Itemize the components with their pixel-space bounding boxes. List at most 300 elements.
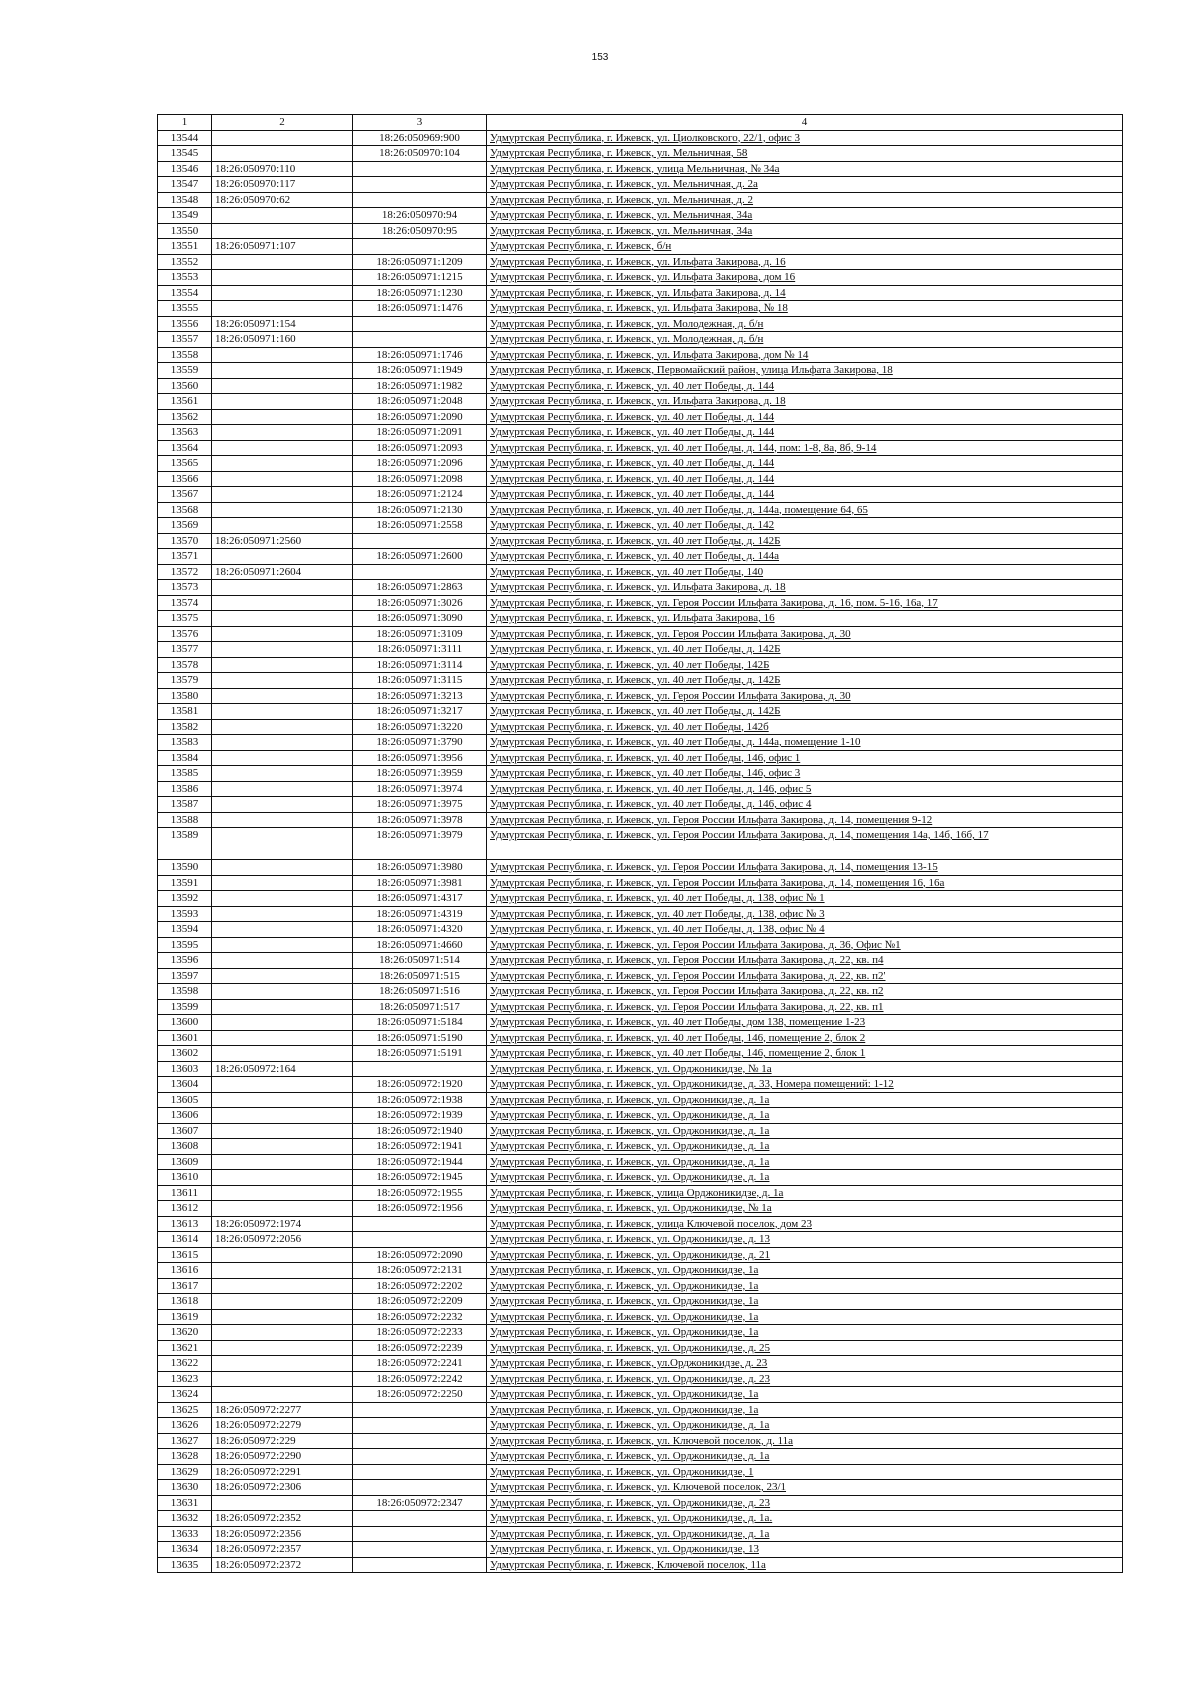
address-cell: Удмуртская Республика, г. Ижевск, ул. 40 лет Победы, 142б bbox=[487, 719, 1123, 735]
row-number-cell: 13551 bbox=[158, 239, 212, 255]
cadastral-number-premises-cell: 18:26:050971:514 bbox=[353, 953, 487, 969]
address-cell: Удмуртская Республика, г. Ижевск, ул. Орджоникидзе, д. 13 bbox=[487, 1232, 1123, 1248]
cadastral-number-building-cell bbox=[212, 719, 353, 735]
cadastral-number-building-cell bbox=[212, 1309, 353, 1325]
cadastral-number-building-cell bbox=[212, 487, 353, 503]
row-number-cell: 13568 bbox=[158, 502, 212, 518]
address-cell: Удмуртская Республика, г. Ижевск, ул. 40 лет Победы, д. 144а, помещение 1-10 bbox=[487, 735, 1123, 751]
cadastral-number-premises-cell bbox=[353, 1449, 487, 1465]
table-row bbox=[158, 1123, 1123, 1139]
table-row bbox=[158, 1418, 1123, 1434]
cadastral-number-premises-cell bbox=[353, 1402, 487, 1418]
cadastral-number-premises-cell: 18:26:050971:2600 bbox=[353, 549, 487, 565]
row-number-cell: 13576 bbox=[158, 626, 212, 642]
address-cell: Удмуртская Республика, г. Ижевск, ул. Орджоникидзе, 13 bbox=[487, 1542, 1123, 1558]
row-number-cell: 13609 bbox=[158, 1154, 212, 1170]
cadastral-number-premises-cell: 18:26:050971:3979 bbox=[353, 828, 487, 860]
table-row bbox=[158, 875, 1123, 891]
table-row bbox=[158, 766, 1123, 782]
cadastral-number-building-cell bbox=[212, 781, 353, 797]
cadastral-number-building-cell bbox=[212, 688, 353, 704]
table-row bbox=[158, 1030, 1123, 1046]
table-row bbox=[158, 1294, 1123, 1310]
cadastral-number-premises-cell bbox=[353, 1511, 487, 1527]
table-row bbox=[158, 828, 1123, 860]
cadastral-number-building-cell bbox=[212, 518, 353, 534]
cadastral-number-building-cell bbox=[212, 968, 353, 984]
address-cell: Удмуртская Республика, г. Ижевск, ул. Циолковского, 22/1, офис 3 bbox=[487, 130, 1123, 146]
cadastral-number-building-cell bbox=[212, 1356, 353, 1372]
table-row bbox=[158, 1526, 1123, 1542]
cadastral-number-premises-cell: 18:26:050972:2347 bbox=[353, 1495, 487, 1511]
address-cell: Удмуртская Республика, г. Ижевск, ул. Ключевой поселок, д. 11а bbox=[487, 1433, 1123, 1449]
cadastral-number-building-cell bbox=[212, 735, 353, 751]
table-row bbox=[158, 1511, 1123, 1527]
address-cell: Удмуртская Республика, г. Ижевск, улица Мельничная, № 34а bbox=[487, 161, 1123, 177]
cadastral-number-building-cell bbox=[212, 254, 353, 270]
address-cell: Удмуртская Республика, г. Ижевск, ул. 40 лет Победы, д. 138, офис № 4 bbox=[487, 922, 1123, 938]
address-cell: Удмуртская Республика, г. Ижевск, ул. Героя России Ильфата Закирова, д. 22, кв. п2 bbox=[487, 984, 1123, 1000]
cadastral-number-building-cell: 18:26:050972:164 bbox=[212, 1061, 353, 1077]
table-row bbox=[158, 781, 1123, 797]
address-cell: Удмуртская Республика, г. Ижевск, ул. 40 лет Победы, д. 142Б bbox=[487, 533, 1123, 549]
table-row bbox=[158, 549, 1123, 565]
table-row bbox=[158, 1340, 1123, 1356]
row-number-cell: 13596 bbox=[158, 953, 212, 969]
cadastral-number-premises-cell: 18:26:050972:1945 bbox=[353, 1170, 487, 1186]
address-cell: Удмуртская Республика, г. Ижевск, ул. 40 лет Победы, д. 144а bbox=[487, 549, 1123, 565]
row-number-cell: 13602 bbox=[158, 1046, 212, 1062]
table-row bbox=[158, 595, 1123, 611]
table-row bbox=[158, 223, 1123, 239]
cadastral-number-building-cell: 18:26:050972:2372 bbox=[212, 1557, 353, 1573]
table-row bbox=[158, 1542, 1123, 1558]
row-number-cell: 13588 bbox=[158, 812, 212, 828]
cadastral-number-building-cell bbox=[212, 1294, 353, 1310]
row-number-cell: 13599 bbox=[158, 999, 212, 1015]
address-cell: Удмуртская Республика, г. Ижевск, ул. Орджоникидзе, д. 21 bbox=[487, 1247, 1123, 1263]
address-cell: Удмуртская Республика, г. Ижевск, ул. 40 лет Победы, 140 bbox=[487, 564, 1123, 580]
address-cell: Удмуртская Республика, г. Ижевск, ул. Орджоникидзе, д. 1а bbox=[487, 1154, 1123, 1170]
cadastral-number-premises-cell: 18:26:050972:1944 bbox=[353, 1154, 487, 1170]
address-cell: Удмуртская Республика, г. Ижевск, ул. 40 лет Победы, д. 138, офис № 3 bbox=[487, 906, 1123, 922]
cadastral-number-building-cell bbox=[212, 595, 353, 611]
table-row bbox=[158, 611, 1123, 627]
cadastral-number-building-cell bbox=[212, 1278, 353, 1294]
address-cell: Удмуртская Республика, г. Ижевск, ул.Орджоникидзе, д. 23 bbox=[487, 1356, 1123, 1372]
cadastral-number-premises-cell: 18:26:050971:3981 bbox=[353, 875, 487, 891]
header-col-2: 2 bbox=[212, 115, 353, 131]
cadastral-number-premises-cell: 18:26:050971:1476 bbox=[353, 301, 487, 317]
table-row bbox=[158, 750, 1123, 766]
cadastral-number-building-cell bbox=[212, 1123, 353, 1139]
address-cell: Удмуртская Республика, г. Ижевск, ул. Орджоникидзе, 1а bbox=[487, 1263, 1123, 1279]
address-cell: Удмуртская Республика, г. Ижевск, улица Орджоникидзе, д. 1а bbox=[487, 1185, 1123, 1201]
address-cell: Удмуртская Республика, г. Ижевск, ул. 40 лет Победы, д. 138, офис № 1 bbox=[487, 891, 1123, 907]
table-row bbox=[158, 642, 1123, 658]
cadastral-number-building-cell: 18:26:050972:1974 bbox=[212, 1216, 353, 1232]
cadastral-number-building-cell bbox=[212, 797, 353, 813]
cadastral-number-building-cell bbox=[212, 626, 353, 642]
table-row bbox=[158, 564, 1123, 580]
header-col-4: 4 bbox=[487, 115, 1123, 131]
table-row bbox=[158, 891, 1123, 907]
cadastral-number-premises-cell: 18:26:050971:1982 bbox=[353, 378, 487, 394]
address-cell: Удмуртская Республика, г. Ижевск, ул. Орджоникидзе, 1а bbox=[487, 1402, 1123, 1418]
cadastral-number-premises-cell bbox=[353, 1232, 487, 1248]
cadastral-number-premises-cell: 18:26:050972:2202 bbox=[353, 1278, 487, 1294]
address-cell: Удмуртская Республика, г. Ижевск, ул. 40 лет Победы, д. 144 bbox=[487, 471, 1123, 487]
cadastral-number-premises-cell: 18:26:050971:1949 bbox=[353, 363, 487, 379]
address-cell: Удмуртская Республика, г. Ижевск, ул. Героя России Ильфата Закирова, д. 30 bbox=[487, 688, 1123, 704]
cadastral-number-building-cell bbox=[212, 471, 353, 487]
address-cell: Удмуртская Республика, г. Ижевск, ул. Ильфата Закирова, д. 18 bbox=[487, 580, 1123, 596]
row-number-cell: 13584 bbox=[158, 750, 212, 766]
address-cell: Удмуртская Республика, г. Ижевск, ул. 40 лет Победы, д. 144 bbox=[487, 378, 1123, 394]
cadastral-number-premises-cell: 18:26:050971:5191 bbox=[353, 1046, 487, 1062]
table-row bbox=[158, 984, 1123, 1000]
address-cell: Удмуртская Республика, г. Ижевск, ул. Героя России Ильфата Закирова, д. 22, кв. п1 bbox=[487, 999, 1123, 1015]
table-row bbox=[158, 626, 1123, 642]
address-cell: Удмуртская Республика, г. Ижевск, ул. Орджоникидзе, 1а bbox=[487, 1294, 1123, 1310]
address-cell: Удмуртская Республика, г. Ижевск, ул. 40 лет Победы, 142Б bbox=[487, 657, 1123, 673]
cadastral-number-premises-cell: 18:26:050971:3109 bbox=[353, 626, 487, 642]
table-row bbox=[158, 1247, 1123, 1263]
address-cell: Удмуртская Республика, г. Ижевск, ул. Героя России Ильфата Закирова, д. 36, Офис №1 bbox=[487, 937, 1123, 953]
cadastral-number-premises-cell bbox=[353, 239, 487, 255]
cadastral-number-premises-cell: 18:26:050971:1746 bbox=[353, 347, 487, 363]
address-cell: Удмуртская Республика, г. Ижевск, ул. Героя России Ильфата Закирова, д. 14, помещения 16, 16а bbox=[487, 875, 1123, 891]
table-row bbox=[158, 518, 1123, 534]
cadastral-number-premises-cell: 18:26:050972:1920 bbox=[353, 1077, 487, 1093]
address-cell: Удмуртская Республика, г. Ижевск, ул. 40 лет Победы, 146, помещение 2, блок 2 bbox=[487, 1030, 1123, 1046]
cadastral-number-building-cell bbox=[212, 285, 353, 301]
cadastral-number-building-cell bbox=[212, 130, 353, 146]
cadastral-number-premises-cell: 18:26:050971:3980 bbox=[353, 860, 487, 876]
table-row bbox=[158, 1387, 1123, 1403]
cadastral-number-premises-cell: 18:26:050971:3090 bbox=[353, 611, 487, 627]
address-cell: Удмуртская Республика, г. Ижевск, ул. 40 лет Победы, д. 144 bbox=[487, 425, 1123, 441]
row-number-cell: 13614 bbox=[158, 1232, 212, 1248]
address-cell: Удмуртская Республика, г. Ижевск, ул. 40 лет Победы, 146, офис 1 bbox=[487, 750, 1123, 766]
table-row bbox=[158, 968, 1123, 984]
table-row bbox=[158, 719, 1123, 735]
row-number-cell: 13547 bbox=[158, 177, 212, 193]
address-cell: Удмуртская Республика, г. Ижевск, Первомайский район, улица Ильфата Закирова, 18 bbox=[487, 363, 1123, 379]
cadastral-number-building-cell: 18:26:050971:2560 bbox=[212, 533, 353, 549]
address-cell: Удмуртская Республика, г. Ижевск, ул. Героя России Ильфата Закирова, д. 22, кв. п2' bbox=[487, 968, 1123, 984]
address-cell: Удмуртская Республика, г. Ижевск, ул. 40 лет Победы, д. 142Б bbox=[487, 704, 1123, 720]
row-number-cell: 13591 bbox=[158, 875, 212, 891]
address-cell: Удмуртская Республика, г. Ижевск, ул. 40 лет Победы, д. 144, пом: 1-8, 8а, 8б, 9-14 bbox=[487, 440, 1123, 456]
cadastral-number-building-cell bbox=[212, 953, 353, 969]
cadastral-number-building-cell bbox=[212, 502, 353, 518]
cadastral-number-building-cell bbox=[212, 1077, 353, 1093]
row-number-cell: 13627 bbox=[158, 1433, 212, 1449]
cadastral-number-building-cell bbox=[212, 999, 353, 1015]
row-number-cell: 13589 bbox=[158, 828, 212, 860]
cadastral-number-premises-cell: 18:26:050971:1215 bbox=[353, 270, 487, 286]
table-row bbox=[158, 735, 1123, 751]
row-number-cell: 13570 bbox=[158, 533, 212, 549]
address-cell: Удмуртская Республика, г. Ижевск, ул. Орджоникидзе, д. 1а. bbox=[487, 1511, 1123, 1527]
table-row bbox=[158, 1495, 1123, 1511]
cadastral-number-premises-cell: 18:26:050972:1938 bbox=[353, 1092, 487, 1108]
address-cell: Удмуртская Республика, г. Ижевск, ул. 40 лет Победы, дом 138, помещение 1-23 bbox=[487, 1015, 1123, 1031]
cadastral-number-building-cell bbox=[212, 549, 353, 565]
table-row bbox=[158, 688, 1123, 704]
row-number-cell: 13564 bbox=[158, 440, 212, 456]
table-row bbox=[158, 580, 1123, 596]
address-cell: Удмуртская Республика, г. Ижевск, ул. Ильфата Закирова, 16 bbox=[487, 611, 1123, 627]
table-row bbox=[158, 1325, 1123, 1341]
table-row bbox=[158, 502, 1123, 518]
table-row bbox=[158, 953, 1123, 969]
row-number-cell: 13592 bbox=[158, 891, 212, 907]
cadastral-number-premises-cell: 18:26:050970:94 bbox=[353, 208, 487, 224]
table-row bbox=[158, 1154, 1123, 1170]
row-number-cell: 13546 bbox=[158, 161, 212, 177]
cadastral-number-premises-cell bbox=[353, 192, 487, 208]
address-cell: Удмуртская Республика, г. Ижевск, ул. Мельничная, 58 bbox=[487, 146, 1123, 162]
cadastral-number-premises-cell: 18:26:050971:3974 bbox=[353, 781, 487, 797]
address-cell: Удмуртская Республика, г. Ижевск, ул. 40 лет Победы, д. 146, офис 5 bbox=[487, 781, 1123, 797]
cadastral-number-building-cell bbox=[212, 223, 353, 239]
cadastral-number-building-cell bbox=[212, 750, 353, 766]
cadastral-number-premises-cell: 18:26:050972:2241 bbox=[353, 1356, 487, 1372]
row-number-cell: 13624 bbox=[158, 1387, 212, 1403]
table-row bbox=[158, 332, 1123, 348]
cadastral-number-premises-cell: 18:26:050970:104 bbox=[353, 146, 487, 162]
address-cell: Удмуртская Республика, г. Ижевск, ул. Героя России Ильфата Закирова, д. 22, кв. п4 bbox=[487, 953, 1123, 969]
row-number-cell: 13579 bbox=[158, 673, 212, 689]
cadastral-number-building-cell bbox=[212, 875, 353, 891]
table-row bbox=[158, 1356, 1123, 1372]
table-row bbox=[158, 208, 1123, 224]
cadastral-number-premises-cell: 18:26:050971:1209 bbox=[353, 254, 487, 270]
address-cell: Удмуртская Республика, г. Ижевск, ул. Ильфата Закирова, д. 16 bbox=[487, 254, 1123, 270]
cadastral-number-building-cell bbox=[212, 828, 353, 860]
cadastral-number-premises-cell bbox=[353, 316, 487, 332]
table-row bbox=[158, 487, 1123, 503]
cadastral-number-building-cell: 18:26:050972:2290 bbox=[212, 1449, 353, 1465]
row-number-cell: 13574 bbox=[158, 595, 212, 611]
address-cell: Удмуртская Республика, г. Ижевск, ул. 40 лет Победы, д. 144 bbox=[487, 456, 1123, 472]
address-cell: Удмуртская Республика, г. Ижевск, ул. 40 лет Победы, 146, помещение 2, блок 1 bbox=[487, 1046, 1123, 1062]
table-row bbox=[158, 254, 1123, 270]
cadastral-number-premises-cell: 18:26:050971:516 bbox=[353, 984, 487, 1000]
cadastral-number-premises-cell: 18:26:050972:2090 bbox=[353, 1247, 487, 1263]
cadastral-number-building-cell bbox=[212, 394, 353, 410]
row-number-cell: 13554 bbox=[158, 285, 212, 301]
cadastral-number-building-cell bbox=[212, 1201, 353, 1217]
cadastral-number-premises-cell: 18:26:050971:2130 bbox=[353, 502, 487, 518]
cadastral-number-building-cell bbox=[212, 922, 353, 938]
row-number-cell: 13635 bbox=[158, 1557, 212, 1573]
table-row bbox=[158, 192, 1123, 208]
cadastral-number-building-cell bbox=[212, 1046, 353, 1062]
cadastral-number-building-cell: 18:26:050972:2306 bbox=[212, 1480, 353, 1496]
row-number-cell: 13544 bbox=[158, 130, 212, 146]
cadastral-number-premises-cell: 18:26:050971:3956 bbox=[353, 750, 487, 766]
cadastral-number-building-cell bbox=[212, 1139, 353, 1155]
row-number-cell: 13555 bbox=[158, 301, 212, 317]
row-number-cell: 13622 bbox=[158, 1356, 212, 1372]
table-row bbox=[158, 657, 1123, 673]
cadastral-number-premises-cell: 18:26:050972:2209 bbox=[353, 1294, 487, 1310]
cadastral-number-premises-cell: 18:26:050971:517 bbox=[353, 999, 487, 1015]
table-row bbox=[158, 1061, 1123, 1077]
table-row bbox=[158, 1170, 1123, 1186]
cadastral-number-premises-cell bbox=[353, 1061, 487, 1077]
cadastral-number-building-cell bbox=[212, 425, 353, 441]
row-number-cell: 13545 bbox=[158, 146, 212, 162]
table-row bbox=[158, 1015, 1123, 1031]
cadastral-number-premises-cell: 18:26:050971:4660 bbox=[353, 937, 487, 953]
row-number-cell: 13586 bbox=[158, 781, 212, 797]
header-col-1: 1 bbox=[158, 115, 212, 131]
table-row bbox=[158, 1201, 1123, 1217]
row-number-cell: 13559 bbox=[158, 363, 212, 379]
row-number-cell: 13556 bbox=[158, 316, 212, 332]
cadastral-number-building-cell: 18:26:050970:62 bbox=[212, 192, 353, 208]
cadastral-number-premises-cell: 18:26:050971:2558 bbox=[353, 518, 487, 534]
cadastral-number-building-cell bbox=[212, 580, 353, 596]
row-number-cell: 13575 bbox=[158, 611, 212, 627]
cadastral-number-premises-cell: 18:26:050972:2232 bbox=[353, 1309, 487, 1325]
row-number-cell: 13618 bbox=[158, 1294, 212, 1310]
cadastral-number-building-cell bbox=[212, 1247, 353, 1263]
row-number-cell: 13600 bbox=[158, 1015, 212, 1031]
cadastral-number-premises-cell: 18:26:050972:1956 bbox=[353, 1201, 487, 1217]
cadastral-number-building-cell bbox=[212, 1030, 353, 1046]
row-number-cell: 13613 bbox=[158, 1216, 212, 1232]
row-number-cell: 13630 bbox=[158, 1480, 212, 1496]
table-row bbox=[158, 471, 1123, 487]
row-number-cell: 13632 bbox=[158, 1511, 212, 1527]
row-number-cell: 13583 bbox=[158, 735, 212, 751]
cadastral-number-building-cell bbox=[212, 673, 353, 689]
table-row bbox=[158, 394, 1123, 410]
cadastral-number-building-cell bbox=[212, 1092, 353, 1108]
table-row bbox=[158, 363, 1123, 379]
table-row bbox=[158, 239, 1123, 255]
table-row bbox=[158, 456, 1123, 472]
cadastral-number-premises-cell: 18:26:050971:3026 bbox=[353, 595, 487, 611]
cadastral-number-building-cell bbox=[212, 1495, 353, 1511]
cadastral-number-building-cell: 18:26:050972:2291 bbox=[212, 1464, 353, 1480]
cadastral-number-building-cell bbox=[212, 378, 353, 394]
cadastral-number-building-cell: 18:26:050971:2604 bbox=[212, 564, 353, 580]
table-row bbox=[158, 1433, 1123, 1449]
header-col-3: 3 bbox=[353, 115, 487, 131]
row-number-cell: 13577 bbox=[158, 642, 212, 658]
address-cell: Удмуртская Республика, г. Ижевск, ул. Молодежная, д. б/н bbox=[487, 332, 1123, 348]
address-cell: Удмуртская Республика, г. Ижевск, ул. Ильфата Закирова, дом № 14 bbox=[487, 347, 1123, 363]
row-number-cell: 13585 bbox=[158, 766, 212, 782]
cadastral-number-building-cell bbox=[212, 409, 353, 425]
row-number-cell: 13617 bbox=[158, 1278, 212, 1294]
address-cell: Удмуртская Республика, г. Ижевск, ул. Орджоникидзе, № 1а bbox=[487, 1061, 1123, 1077]
row-number-cell: 13594 bbox=[158, 922, 212, 938]
table-row bbox=[158, 146, 1123, 162]
registry-table bbox=[157, 114, 1123, 1573]
cadastral-number-premises-cell: 18:26:050971:2048 bbox=[353, 394, 487, 410]
row-number-cell: 13633 bbox=[158, 1526, 212, 1542]
row-number-cell: 13581 bbox=[158, 704, 212, 720]
row-number-cell: 13567 bbox=[158, 487, 212, 503]
table-row bbox=[158, 1092, 1123, 1108]
cadastral-number-building-cell bbox=[212, 1340, 353, 1356]
address-cell: Удмуртская Республика, г. Ижевск, ул. Мельничная, 34а bbox=[487, 208, 1123, 224]
address-cell: Удмуртская Республика, г. Ижевск, ул. Героя России Ильфата Закирова, д. 14, помещения 9-12 bbox=[487, 812, 1123, 828]
row-number-cell: 13601 bbox=[158, 1030, 212, 1046]
address-cell: Удмуртская Республика, г. Ижевск, ул. Орджоникидзе, 1а bbox=[487, 1309, 1123, 1325]
table-row bbox=[158, 1480, 1123, 1496]
cadastral-number-building-cell: 18:26:050972:229 bbox=[212, 1433, 353, 1449]
cadastral-number-premises-cell bbox=[353, 564, 487, 580]
cadastral-number-premises-cell: 18:26:050972:2131 bbox=[353, 1263, 487, 1279]
table-row bbox=[158, 440, 1123, 456]
cadastral-number-building-cell bbox=[212, 611, 353, 627]
cadastral-number-building-cell bbox=[212, 363, 353, 379]
cadastral-number-building-cell: 18:26:050972:2357 bbox=[212, 1542, 353, 1558]
row-number-cell: 13608 bbox=[158, 1139, 212, 1155]
row-number-cell: 13612 bbox=[158, 1201, 212, 1217]
cadastral-number-premises-cell: 18:26:050971:5184 bbox=[353, 1015, 487, 1031]
cadastral-number-premises-cell: 18:26:050971:2098 bbox=[353, 471, 487, 487]
row-number-cell: 13563 bbox=[158, 425, 212, 441]
row-number-cell: 13587 bbox=[158, 797, 212, 813]
table-row bbox=[158, 1216, 1123, 1232]
table-row bbox=[158, 409, 1123, 425]
page-number: 153 bbox=[591, 52, 609, 63]
table-row bbox=[158, 347, 1123, 363]
address-cell: Удмуртская Республика, г. Ижевск, ул. Мельничная, д. 2а bbox=[487, 177, 1123, 193]
table-row bbox=[158, 285, 1123, 301]
table-row bbox=[158, 301, 1123, 317]
address-cell: Удмуртская Республика, г. Ижевск, ул. 40 лет Победы, 146, офис 3 bbox=[487, 766, 1123, 782]
address-cell: Удмуртская Республика, г. Ижевск, ул. Орджоникидзе, д. 1а bbox=[487, 1526, 1123, 1542]
cadastral-number-building-cell bbox=[212, 766, 353, 782]
row-number-cell: 13582 bbox=[158, 719, 212, 735]
row-number-cell: 13578 bbox=[158, 657, 212, 673]
cadastral-number-building-cell bbox=[212, 1154, 353, 1170]
cadastral-number-premises-cell bbox=[353, 1418, 487, 1434]
row-number-cell: 13611 bbox=[158, 1185, 212, 1201]
cadastral-number-premises-cell: 18:26:050971:4317 bbox=[353, 891, 487, 907]
address-cell: Удмуртская Республика, г. Ижевск, ул. 40 лет Победы, д. 142Б bbox=[487, 673, 1123, 689]
table-row bbox=[158, 1139, 1123, 1155]
cadastral-number-premises-cell: 18:26:050972:2239 bbox=[353, 1340, 487, 1356]
row-number-cell: 13628 bbox=[158, 1449, 212, 1465]
cadastral-number-building-cell bbox=[212, 1263, 353, 1279]
table-row bbox=[158, 1464, 1123, 1480]
table-row bbox=[158, 673, 1123, 689]
address-cell: Удмуртская Республика, г. Ижевск, ул. Орджоникидзе, д. 1а bbox=[487, 1108, 1123, 1124]
table-row bbox=[158, 1402, 1123, 1418]
address-cell: Удмуртская Республика, г. Ижевск, ул. Орджоникидзе, 1а bbox=[487, 1325, 1123, 1341]
row-number-cell: 13557 bbox=[158, 332, 212, 348]
cadastral-number-premises-cell: 18:26:050971:3217 bbox=[353, 704, 487, 720]
cadastral-number-building-cell bbox=[212, 146, 353, 162]
table-row bbox=[158, 533, 1123, 549]
row-number-cell: 13603 bbox=[158, 1061, 212, 1077]
cadastral-number-premises-cell bbox=[353, 177, 487, 193]
row-number-cell: 13634 bbox=[158, 1542, 212, 1558]
table-row bbox=[158, 1108, 1123, 1124]
table-row bbox=[158, 1263, 1123, 1279]
